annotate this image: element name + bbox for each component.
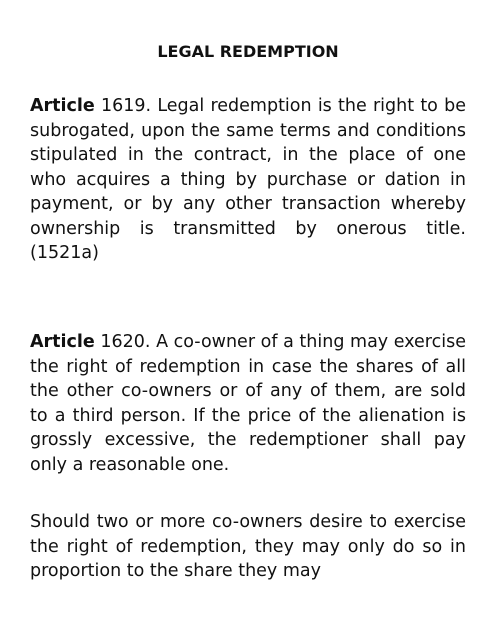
article-1620-text: 1620. A co-owner of a thing may exercise the right of redemption in case the shares of all the other co-owners or of any of them, are sold to a third person. If the price of the alienation is grossly excessive, the redemptioner shall pay only a reasonable one. xyxy=(30,332,466,475)
article-1619-label: Article xyxy=(30,96,95,116)
document-title: LEGAL REDEMPTION xyxy=(157,42,339,61)
continuation-paragraph: Should two or more co-owners desire to exercise the right of redemption, they may only do so in proportion to the share they may xyxy=(30,512,466,581)
article-1620-paragraph xyxy=(30,330,466,477)
article-1619-text: 1619. Legal redemption is the right to be subrogated, upon the same terms and conditions stipulated in the contract, in the place of one who acquires a thing by purchase or dation in payment, or by any other transaction whereby ownership is transmitted by onerous title. (1521a) xyxy=(30,96,466,263)
article-1620-label: Article xyxy=(30,332,95,352)
article-1619-paragraph xyxy=(30,94,466,266)
